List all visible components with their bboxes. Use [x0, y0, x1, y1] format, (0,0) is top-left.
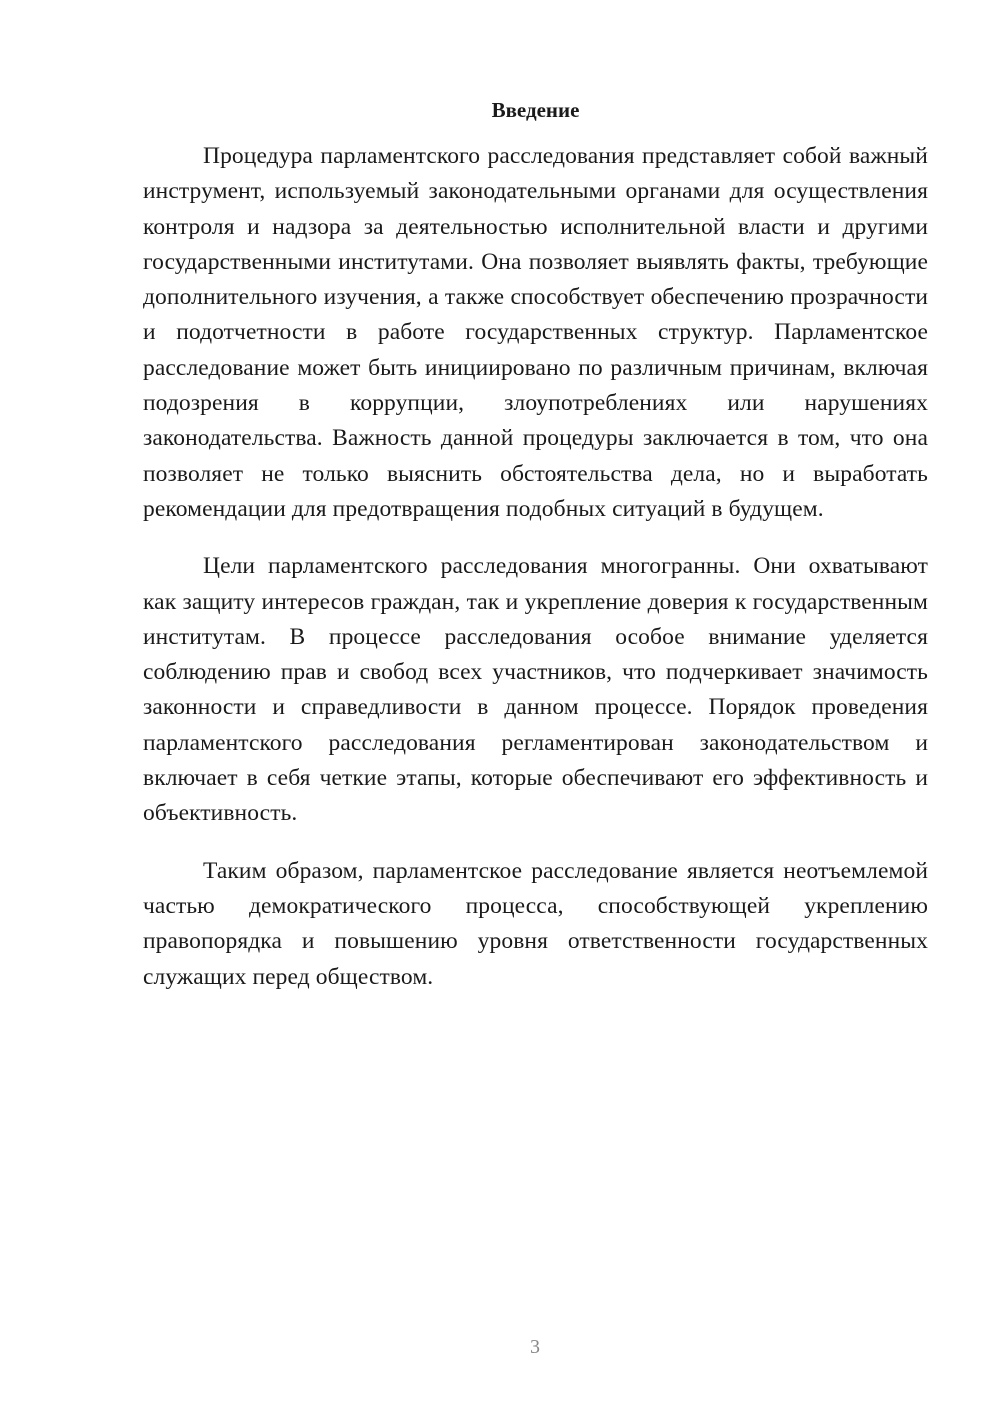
section-heading: Введение — [491, 98, 580, 122]
paragraph-1: Процедура парламентского расследования представляет собой важный инструмент, используемый законодательными органами для осуществления контроля и надзора за деятельностью исполнительной власти и другими государственными институтами. Она позволяет выявлять факты, требующие дополнительного изучения, а также способствует обеспечению прозрачности и подотчетности в работе государственных структур. Парламентское расследование может быть инициировано по различным причинам, включая подозрения в коррупции, злоупотреблениях или нарушениях законодательства. Важность данной процедуры заключается в том, что она позволяет не только выяснить обстоятельства дела, но и выработать рекомендации для предотвращения подобных ситуаций в будущем. — [143, 143, 928, 522]
paragraph-3: Таким образом, парламентское расследование является неотъемлемой частью демократического процесса, способствующей укреплению правопорядка и повышению уровня ответственности государственных служащих перед обществом. — [143, 857, 928, 990]
page-content — [143, 95, 928, 1017]
paragraph-2: Цели парламентского расследования многогранны. Они охватывают как защиту интересов граждан, так и укрепление доверия к государственным институтам. В процессе расследования особое внимание уделяется соблюдению прав и свобод всех участников, что подчеркивает значимость законности и справедливости в данном процессе. Порядок проведения парламентского расследования регламентирован законодательством и включает в себя четкие этапы, которые обеспечивают его эффективность и объективность. — [143, 553, 928, 827]
page-number: 3 — [530, 1336, 540, 1358]
